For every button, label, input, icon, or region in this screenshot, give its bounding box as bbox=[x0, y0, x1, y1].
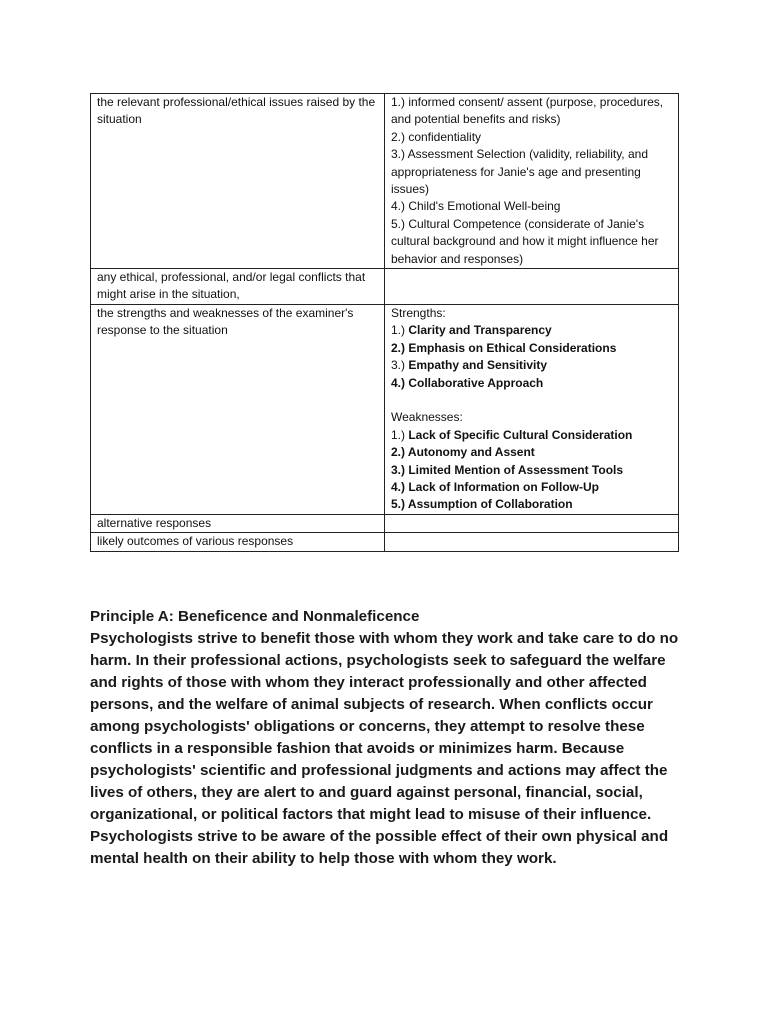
row-label-text: likely outcomes of various responses bbox=[97, 534, 294, 549]
list-item: 5.) Assumption of Collaboration bbox=[391, 497, 573, 512]
list-item: 2.) confidentiality bbox=[391, 129, 482, 144]
row-label bbox=[91, 304, 385, 514]
list-item: 3.) Empathy and Sensitivity bbox=[391, 358, 548, 373]
list-item: 1.) informed consent/ assent (purpose, procedures, and potential benefits and risks) bbox=[391, 95, 664, 127]
list-item: 2.) Emphasis on Ethical Considerations bbox=[391, 340, 617, 355]
issues-cell bbox=[385, 94, 679, 269]
empty-cell bbox=[385, 514, 679, 532]
list-item: 2.) Autonomy and Assent bbox=[391, 445, 535, 460]
list-item: 3.) Limited Mention of Assessment Tools bbox=[391, 462, 624, 477]
spacer bbox=[391, 392, 672, 409]
list-item: 4.) Lack of Information on Follow-Up bbox=[391, 479, 599, 494]
list-item: 4.) Child's Emotional Well-being bbox=[391, 199, 561, 214]
principle-body: Psychologists strive to benefit those with whom they work and take care to do no harm. In their professional actions, psychologists seek to safeguard the welfare and rights of those with whom they interact professionally and other affected persons, and the welfare of animal subjects of research. When conflicts occur among psychologists' obligations or concerns, they attempt to resolve these conflicts in a responsible fashion that avoids or minimizes harm. Because psychologists' scientific and professional judgments and actions may affect the lives of others, they are alert to and guard against personal, financial, social, organizational, or political factors that might lead to misuse of their influence. Psychologists strive to be aware of the possible effect of their own physical and mental health on their ability to help those with whom they work. bbox=[90, 630, 679, 867]
row-label-text: alternative responses bbox=[97, 515, 212, 530]
strengths-heading: Strengths: bbox=[391, 305, 446, 320]
principle-title: Principle A: Beneficence and Nonmaleficence bbox=[90, 608, 420, 625]
weaknesses-heading: Weaknesses: bbox=[391, 410, 463, 425]
table-row bbox=[91, 304, 679, 514]
list-item: 1.) Clarity and Transparency bbox=[391, 323, 552, 338]
row-label bbox=[91, 533, 385, 551]
row-label bbox=[91, 269, 385, 305]
principle-section bbox=[90, 606, 690, 870]
empty-cell bbox=[385, 269, 679, 305]
list-item: 5.) Cultural Competence (considerate of Janie's cultural background and how it might influence her behavior and responses) bbox=[391, 216, 659, 266]
empty-cell bbox=[385, 533, 679, 551]
table-row bbox=[91, 514, 679, 532]
table-row bbox=[91, 533, 679, 551]
list-item: 4.) Collaborative Approach bbox=[391, 375, 544, 390]
table-row bbox=[91, 269, 679, 305]
row-label-text: the relevant professional/ethical issues raised by the situation bbox=[97, 95, 376, 127]
ethics-analysis-table bbox=[90, 93, 679, 552]
row-label bbox=[91, 514, 385, 532]
table-row bbox=[91, 94, 679, 269]
row-label bbox=[91, 94, 385, 269]
strengths-weaknesses-cell bbox=[385, 304, 679, 514]
row-label-text: any ethical, professional, and/or legal conflicts that might arise in the situation, bbox=[97, 270, 366, 302]
list-item: 1.) Lack of Specific Cultural Consideration bbox=[391, 427, 633, 442]
list-item: 3.) Assessment Selection (validity, reliability, and appropriateness for Janie's age and presenting issues) bbox=[391, 147, 648, 197]
row-label-text: the strengths and weaknesses of the examiner's response to the situation bbox=[97, 305, 354, 338]
